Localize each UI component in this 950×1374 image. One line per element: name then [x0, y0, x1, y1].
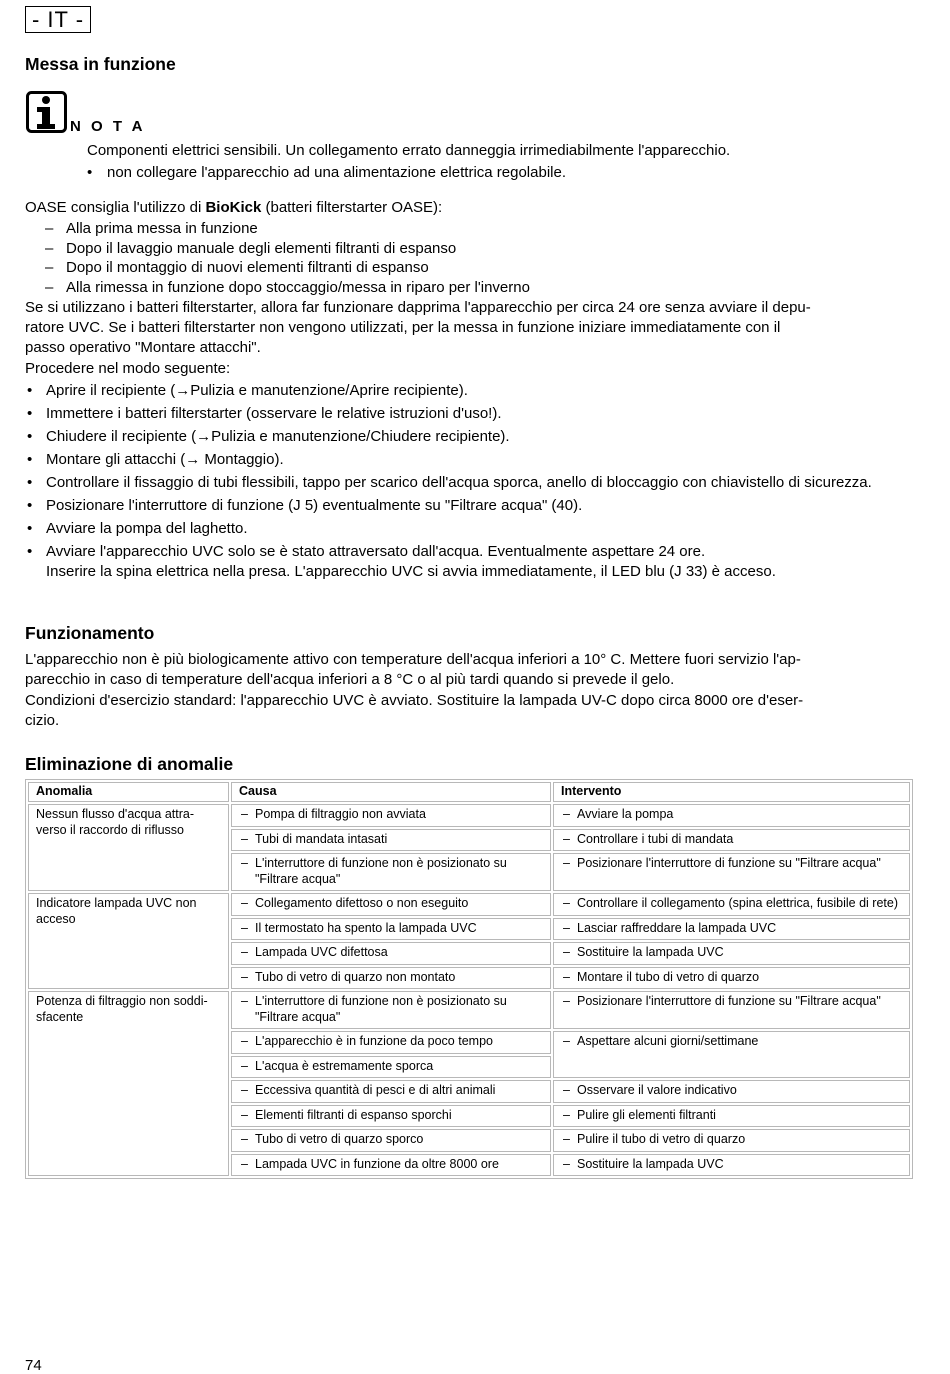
section-title-operation: Funzionamento [25, 623, 155, 643]
paragraph-filterstarter: Se si utilizzano i batteri filterstarter, allora far funzionare dapprima l'apparecchio per circa 24 ore senza avviare il depu- ratore UVC. Se i batteri filterstarter non vengono utilizzati, per la messa in funzione iniziare immediatamente con il passo operativo "Montare attacchi". [25, 299, 811, 356]
page-number: 74 [25, 1357, 42, 1374]
list-item: • Controllare il fissaggio di tubi flessibili, tappo per scarico dell'acqua sporca, anello di bloccaggio con chiavistello di sicurezza. [27, 474, 872, 491]
remedy-cell: – Aspettare alcuni giorni/settimane [553, 1031, 910, 1078]
cause-cell: – Lampada UVC in funzione da oltre 8000 ore [231, 1154, 551, 1177]
language-tag: - IT - [25, 6, 91, 33]
column-header: Anomalia [28, 782, 229, 802]
list-item: – Dopo il montaggio di nuovi elementi filtranti di espanso [45, 259, 429, 276]
steps-list [25, 381, 915, 585]
remedy-cell: – Lasciar raffreddare la lampada UVC [553, 918, 910, 941]
table-row [28, 893, 910, 916]
list-item: • Avviare la pompa del laghetto. [27, 520, 248, 537]
note-text: Componenti elettrici sensibili. Un collegamento errato danneggia irrimediabilmente l'apparecchio. [87, 142, 731, 159]
remedy-cell: – Pulire il tubo di vetro di quarzo [553, 1129, 910, 1152]
remedy-cell: – Controllare i tubi di mandata [553, 829, 910, 852]
column-header: Causa [231, 782, 551, 802]
list-item: • Immettere i batteri filterstarter (osservare le relative istruzioni d'uso!). [27, 405, 502, 422]
anomaly-cell: Nessun flusso d'acqua attra- verso il raccordo di riflusso [28, 804, 229, 891]
anomaly-cell: Potenza di filtraggio non soddi- sfacente [28, 991, 229, 1176]
cause-cell: – Il termostato ha spento la lampada UVC [231, 918, 551, 941]
cause-cell: – Tubi di mandata intasati [231, 829, 551, 852]
cause-cell: – L'interruttore di funzione non è posizionato su "Filtrare acqua" [231, 991, 551, 1029]
cause-cell: – L'interruttore di funzione non è posizionato su "Filtrare acqua" [231, 853, 551, 891]
paragraph-operation-2: Condizioni d'esercizio standard: l'apparecchio UVC è avviato. Sostituire la lampada UV-C dopo circa 8000 ore d'eser- cizio. [25, 692, 804, 729]
note-label: N O T A [70, 118, 146, 135]
section-title-startup: Messa in funzione [25, 54, 176, 74]
anomaly-cell: Indicatore lampada UVC non acceso [28, 893, 229, 989]
cause-cell: – Tubo di vetro di quarzo non montato [231, 967, 551, 990]
cause-cell: – Collegamento difettoso o non eseguito [231, 893, 551, 916]
remedy-cell: – Sostituire la lampada UVC [553, 942, 910, 965]
info-icon [26, 91, 67, 133]
list-item: • Avviare l'apparecchio UVC solo se è stato attraversato dall'acqua. Eventualmente aspettare 24 ore. Inserire la spina elettrica nella presa. L'apparecchio UVC si avvia immediatamente, il LED blu (J 33) è acceso. [27, 543, 776, 580]
remedy-cell: – Controllare il collegamento (spina elettrica, fusibile di rete) [553, 893, 910, 916]
list-item: • Montare gli attacchi (→ Montaggio). [27, 451, 284, 468]
remedy-cell: – Pulire gli elementi filtranti [553, 1105, 910, 1128]
list-item: • Posizionare l'interruttore di funzione (J 5) eventualmente su "Filtrare acqua" (40). [27, 497, 583, 514]
column-header: Intervento [553, 782, 910, 802]
cause-cell: – L'acqua è estremamente sporca [231, 1056, 551, 1079]
remedy-cell: – Montare il tubo di vetro di quarzo [553, 967, 910, 990]
note-bullet: • non collegare l'apparecchio ad una alimentazione elettrica regolabile. [87, 164, 566, 181]
list-item: – Dopo il lavaggio manuale degli elementi filtranti di espanso [45, 239, 457, 257]
remedy-cell: – Avviare la pompa [553, 804, 910, 827]
table-header-row [28, 782, 910, 802]
troubleshooting-table [25, 779, 913, 1179]
intro-text: OASE consiglia l'utilizzo di BioKick (batteri filterstarter OASE): [25, 199, 443, 216]
list-item: • Chiudere il recipiente (→Pulizia e manutenzione/Chiudere recipiente). [27, 428, 510, 445]
cause-cell: – Tubo di vetro di quarzo sporco [231, 1129, 551, 1152]
remedy-cell: – Sostituire la lampada UVC [553, 1154, 910, 1177]
table-row [28, 991, 910, 1029]
paragraph-operation-1: L'apparecchio non è più biologicamente attivo con temperature dell'acqua inferiori a 10° C. Mettere fuori servizio l'ap- parecchio in caso di temperature dell'acqua inferiori a 8 °C o al più tardi quando si prevede il gelo. [25, 651, 801, 688]
list-item: • Aprire il recipiente (→Pulizia e manutenzione/Aprire recipiente). [27, 382, 468, 399]
dash-list [25, 219, 530, 297]
list-item: – Alla rimessa in funzione dopo stoccaggio/messa in riparo per l'inverno [45, 278, 530, 296]
cause-cell: – Elementi filtranti di espanso sporchi [231, 1105, 551, 1128]
cause-cell: – Pompa di filtraggio non avviata [231, 804, 551, 827]
cause-cell: – L'apparecchio è in funzione da poco tempo [231, 1031, 551, 1054]
cause-cell: – Eccessiva quantità di pesci e di altri animali [231, 1080, 551, 1103]
remedy-cell: – Posizionare l'interruttore di funzione su "Filtrare acqua" [553, 991, 910, 1029]
section-title-troubleshooting: Eliminazione di anomalie [25, 754, 234, 774]
procedure-text: Procedere nel modo seguente: [25, 360, 231, 377]
remedy-cell: – Osservare il valore indicativo [553, 1080, 910, 1103]
cause-cell: – Lampada UVC difettosa [231, 942, 551, 965]
remedy-cell: – Posizionare l'interruttore di funzione su "Filtrare acqua" [553, 853, 910, 891]
list-item: – Alla prima messa in funzione [45, 220, 258, 237]
table-row [28, 804, 910, 827]
